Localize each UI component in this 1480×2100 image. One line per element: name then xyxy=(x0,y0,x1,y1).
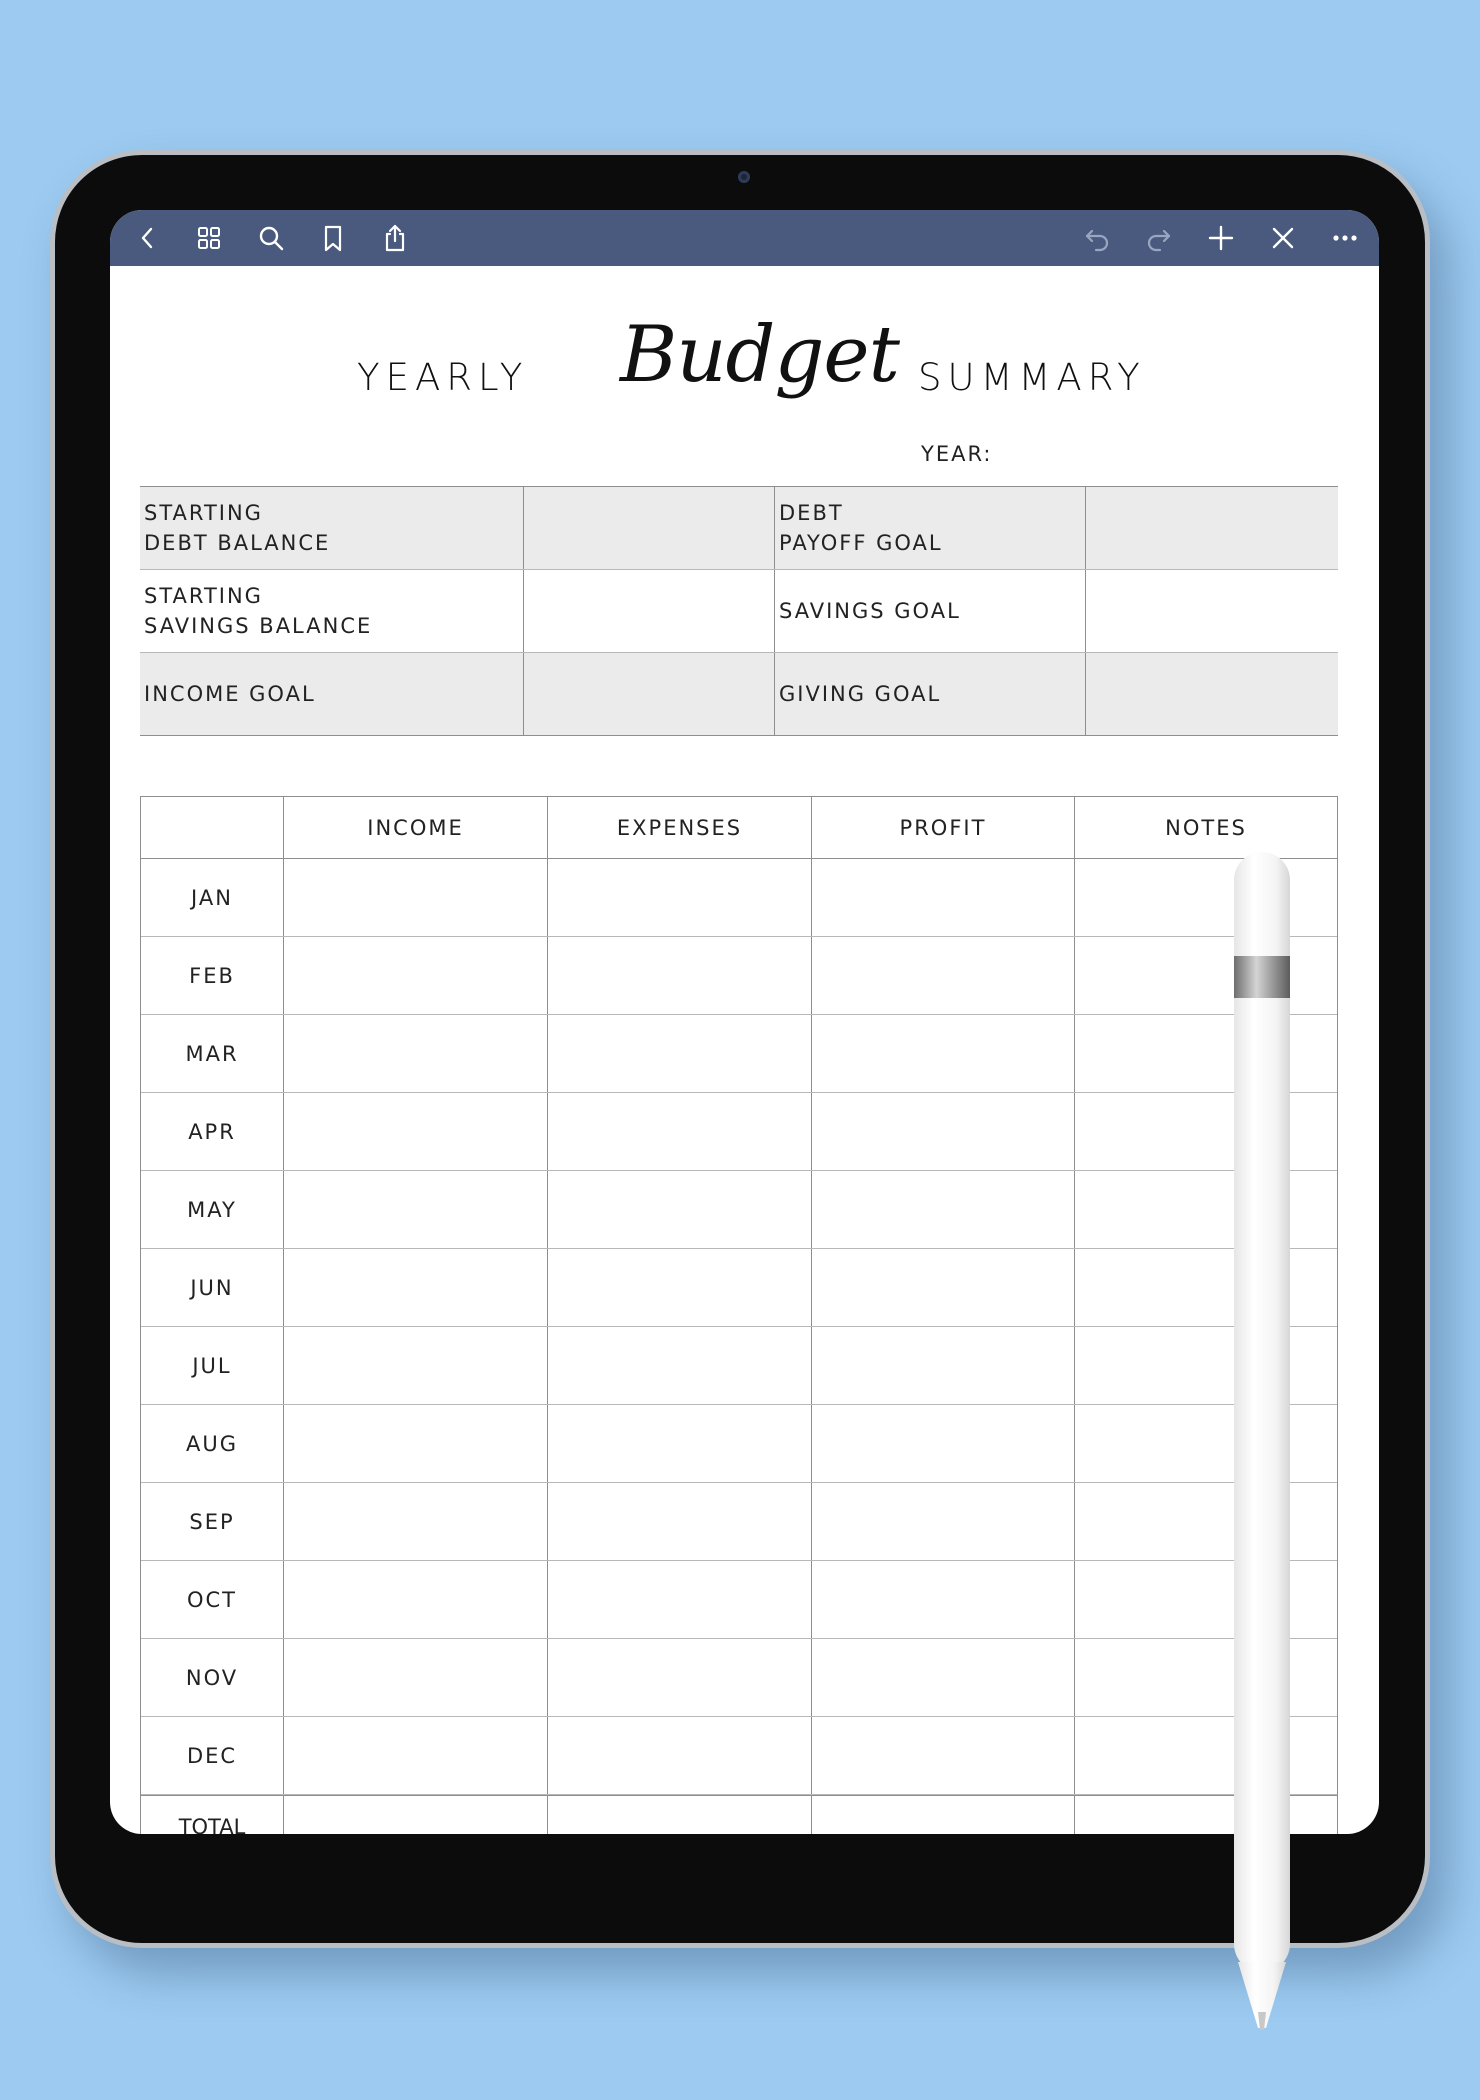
month-label: APR xyxy=(141,1093,284,1170)
tablet-frame xyxy=(50,150,1430,1948)
profit-cell[interactable] xyxy=(812,859,1075,936)
profit-cell[interactable] xyxy=(812,937,1075,1014)
notes-cell[interactable] xyxy=(1075,859,1337,936)
notes-cell[interactable] xyxy=(1075,1717,1337,1794)
month-label: JUN xyxy=(141,1249,284,1326)
bookmark-icon[interactable] xyxy=(315,220,351,256)
expenses-cell[interactable] xyxy=(548,1796,812,1834)
notes-cell[interactable] xyxy=(1075,1171,1337,1248)
profit-cell[interactable] xyxy=(812,1015,1075,1092)
goal-value-field[interactable] xyxy=(1086,653,1338,735)
table-row xyxy=(141,1717,1337,1795)
profit-cell[interactable] xyxy=(812,1483,1075,1560)
profit-cell[interactable] xyxy=(812,1561,1075,1638)
title-summary: SUMMARY xyxy=(918,356,1146,399)
income-cell[interactable] xyxy=(284,1405,548,1482)
header-income: INCOME xyxy=(284,797,548,858)
goals-row xyxy=(140,653,1338,735)
table-row xyxy=(141,1405,1337,1483)
goal-value-field[interactable] xyxy=(1086,570,1338,652)
search-icon[interactable] xyxy=(253,220,289,256)
goal-label: STARTING DEBT BALANCE xyxy=(140,487,524,569)
profit-cell[interactable] xyxy=(812,1717,1075,1794)
close-pen-icon[interactable] xyxy=(1265,220,1301,256)
goals-table xyxy=(140,486,1338,736)
goal-value-field[interactable] xyxy=(524,653,775,735)
header-notes: NOTES xyxy=(1165,815,1247,840)
goals-row xyxy=(140,487,1338,570)
table-row xyxy=(141,1093,1337,1171)
income-cell[interactable] xyxy=(284,937,548,1014)
app-toolbar xyxy=(110,210,1379,266)
more-icon[interactable] xyxy=(1327,220,1363,256)
month-label: MAR xyxy=(141,1015,284,1092)
notes-cell[interactable] xyxy=(1075,937,1337,1014)
undo-icon[interactable] xyxy=(1079,220,1115,256)
table-row xyxy=(141,1249,1337,1327)
income-cell[interactable] xyxy=(284,1561,548,1638)
table-row xyxy=(141,1171,1337,1249)
notes-cell[interactable] xyxy=(1075,1561,1337,1638)
apple-pencil xyxy=(1232,852,1292,2032)
month-label: DEC xyxy=(141,1717,284,1794)
expenses-cell[interactable] xyxy=(548,1717,812,1794)
header-blank xyxy=(141,797,284,858)
notes-cell[interactable] xyxy=(1075,1639,1337,1716)
income-cell[interactable] xyxy=(284,1483,548,1560)
total-label: TOTAL xyxy=(141,1796,284,1834)
income-cell[interactable] xyxy=(284,859,548,936)
profit-cell[interactable] xyxy=(812,1093,1075,1170)
notes-cell[interactable] xyxy=(1075,1327,1337,1404)
table-row xyxy=(141,1483,1337,1561)
chevron-left-icon[interactable] xyxy=(130,220,166,256)
expenses-cell[interactable] xyxy=(548,1249,812,1326)
profit-cell[interactable] xyxy=(812,1171,1075,1248)
income-cell[interactable] xyxy=(284,1249,548,1326)
income-cell[interactable] xyxy=(284,1093,548,1170)
table-row xyxy=(141,1327,1337,1405)
table-header-row xyxy=(141,797,1337,859)
expenses-cell[interactable] xyxy=(548,1015,812,1092)
table-row xyxy=(141,937,1337,1015)
month-label: NOV xyxy=(141,1639,284,1716)
total-row xyxy=(141,1795,1337,1834)
goal-label: SAVINGS GOAL xyxy=(775,570,1086,652)
notes-cell[interactable] xyxy=(1075,1093,1337,1170)
table-row xyxy=(141,1639,1337,1717)
camera xyxy=(738,171,750,183)
month-label: FEB xyxy=(141,937,284,1014)
header-profit: PROFIT xyxy=(812,797,1075,858)
notes-cell[interactable] xyxy=(1075,1405,1337,1482)
goal-value-field[interactable] xyxy=(524,570,775,652)
month-label: MAY xyxy=(141,1171,284,1248)
title-yearly: YEARLY xyxy=(357,356,529,399)
redo-icon[interactable] xyxy=(1141,220,1177,256)
income-cell[interactable] xyxy=(284,1015,548,1092)
plus-icon[interactable] xyxy=(1203,220,1239,256)
expenses-cell[interactable] xyxy=(548,1561,812,1638)
goal-value-field[interactable] xyxy=(524,487,775,569)
income-cell[interactable] xyxy=(284,1171,548,1248)
month-label: JAN xyxy=(141,859,284,936)
expenses-cell[interactable] xyxy=(548,859,812,936)
goal-value-field[interactable] xyxy=(1086,487,1338,569)
goal-label: GIVING GOAL xyxy=(775,653,1086,735)
planner-page xyxy=(110,266,1379,1834)
header-expenses: EXPENSES xyxy=(548,797,812,858)
month-label: SEP xyxy=(141,1483,284,1560)
screen xyxy=(110,210,1379,1834)
notes-cell[interactable] xyxy=(1075,1796,1337,1834)
profit-cell[interactable] xyxy=(812,1405,1075,1482)
expenses-cell[interactable] xyxy=(548,1405,812,1482)
goal-label: INCOME GOAL xyxy=(140,653,524,735)
share-icon[interactable] xyxy=(377,220,413,256)
expenses-cell[interactable] xyxy=(548,1639,812,1716)
table-row xyxy=(141,1015,1337,1093)
income-cell[interactable] xyxy=(284,1796,548,1834)
grid-icon[interactable] xyxy=(191,220,227,256)
title-budget: Budget xyxy=(620,310,899,400)
expenses-cell[interactable] xyxy=(548,1093,812,1170)
goal-label: STARTING SAVINGS BALANCE xyxy=(140,570,524,652)
monthly-table xyxy=(140,796,1338,1834)
income-cell[interactable] xyxy=(284,1717,548,1794)
expenses-cell[interactable] xyxy=(548,1327,812,1404)
income-cell[interactable] xyxy=(284,1327,548,1404)
expenses-cell[interactable] xyxy=(548,937,812,1014)
profit-cell[interactable] xyxy=(812,1327,1075,1404)
notes-cell[interactable] xyxy=(1075,1015,1337,1092)
profit-cell[interactable] xyxy=(812,1796,1075,1834)
month-label: OCT xyxy=(141,1561,284,1638)
notes-cell[interactable] xyxy=(1075,1483,1337,1560)
goals-row xyxy=(140,570,1338,653)
notes-cell[interactable] xyxy=(1075,1249,1337,1326)
month-label: JUL xyxy=(141,1327,284,1404)
table-row xyxy=(141,1561,1337,1639)
expenses-cell[interactable] xyxy=(548,1171,812,1248)
profit-cell[interactable] xyxy=(812,1249,1075,1326)
table-row xyxy=(141,859,1337,937)
goal-label: DEBT PAYOFF GOAL xyxy=(775,487,1086,569)
income-cell[interactable] xyxy=(284,1639,548,1716)
profit-cell[interactable] xyxy=(812,1639,1075,1716)
month-label: AUG xyxy=(141,1405,284,1482)
expenses-cell[interactable] xyxy=(548,1483,812,1560)
year-label: YEAR: xyxy=(921,442,993,466)
